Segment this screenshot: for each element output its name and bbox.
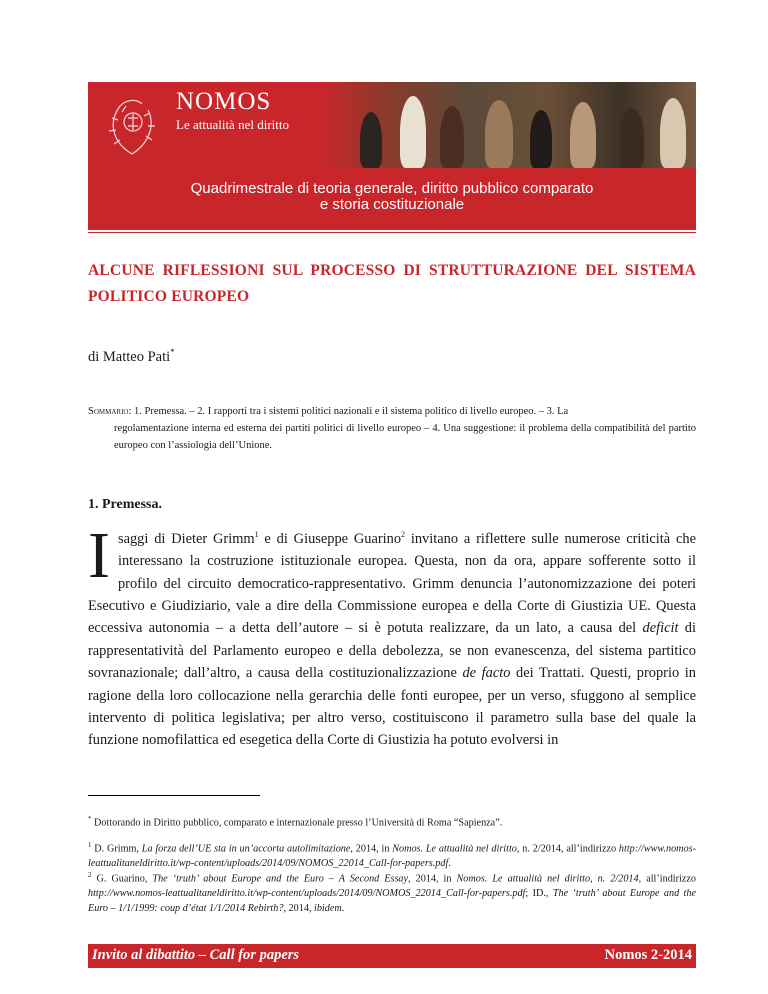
footnote-text: , all’indirizzo bbox=[638, 873, 696, 885]
footnote-1 bbox=[88, 838, 696, 871]
footnote-separator bbox=[88, 795, 260, 796]
footnote-url-link[interactable]: http://www.nomos-leattualitaneldiritto.it/wp-content/uploads/2014/09/NOMOS_22014_Call-for-papers.pdf bbox=[88, 888, 526, 900]
page-footer bbox=[88, 944, 696, 968]
footnote-cited-title: The ‘truth’ about Europe and the Euro – 1/1/1999: coup d’état 1/1/2014 Rebirth? bbox=[88, 888, 696, 915]
summary-first-line: : 1. Premessa. – 2. I rapporti tra i sistemi politici nazionali e il sistema politico di livello europeo. – 3. La bbox=[128, 406, 569, 417]
article-title: ALCUNE RIFLESSIONI SUL PROCESSO DI STRUTTURAZIONE DEL SISTEMA POLITICO EUROPEO bbox=[88, 262, 696, 305]
footnote-2 bbox=[88, 868, 696, 916]
drop-cap: I bbox=[88, 519, 110, 592]
footnote-text: , n. 2/2014, all’indirizzo bbox=[516, 843, 619, 855]
footnote-cited-title: The ‘truth’ about Europe and the Euro – A Second Essay bbox=[152, 873, 409, 885]
footnote-ref-1[interactable]: 1 bbox=[254, 530, 259, 539]
footnote-text: ibidem bbox=[314, 903, 342, 915]
paragraph-text: di rappresentatività del Parlamento europeo e della debolezza, se non evanescenza, del sistema partitico sovranazionale; dall’altro, a causa della costituzionalizzazione bbox=[88, 620, 697, 682]
banner-painting bbox=[320, 82, 696, 168]
article-summary bbox=[88, 403, 696, 454]
summary-rest: regolamentazione interna ed esterna dei partiti politici di livello europeo – 4. Una suggestione: il problema della compatibilità del partito europeo con l’assiologia dell’Unione. bbox=[114, 423, 696, 451]
footnote-text: , 2014, bbox=[283, 903, 314, 915]
paragraph-text: dei Trattati. Questi, proprio in ragione della loro collocazione nella gerarchia delle fonti europee, per un verso, sfuggono al semplice intervento di politica legislativa; per altro verso, costituiscono il parametro sulla base del quale la funzione nomofilattica ed esegetica della Corte di Giustizia ha potuto evolversi in bbox=[88, 665, 696, 749]
author-footnote-mark: * bbox=[170, 347, 175, 357]
journal-logo-subtitle: Le attualità nel diritto bbox=[176, 117, 289, 132]
paragraph-text: invitano a riflettere sulle numerose criticità che interessano la costruzione istituzionale europea. Questa, non da ora, appare sofferente sotto il profilo del circuito democratico-rappresentativo. Grimm denuncia l’autonomizzazione dei poteri Esecutivo e Giudiziario, vale a dire della Commissione europea e della Corte di Giustizia UE. Questa eccessiva autonomia – a detta dell’autore – si è potuta realizzare, da un lato, a causa del bbox=[88, 530, 697, 637]
banner-rule bbox=[88, 232, 696, 233]
journal-tagline-line2: e storia costituzionale bbox=[319, 196, 465, 213]
paragraph-text: saggi di Dieter Grimm bbox=[117, 530, 255, 547]
footnote-text: D. Grimm, bbox=[91, 843, 142, 855]
footnote-text: , 2014, in bbox=[408, 873, 457, 885]
journal-logo-title: NOMOS bbox=[176, 88, 272, 115]
footnote-mark: * bbox=[88, 815, 92, 823]
footnote-text: G. Guarino, bbox=[91, 873, 153, 885]
footnote-text: Dottorando in Diritto pubblico, comparato e internazionale presso l’Università di Roma “Sapienza”. bbox=[91, 817, 503, 829]
nomos-emblem-icon bbox=[102, 92, 164, 162]
footnote-cited-title: La forza dell’UE sta in un’accorta autolimitazione bbox=[141, 843, 351, 855]
footnote-text: ; ID., bbox=[525, 888, 553, 900]
section-paragraph bbox=[88, 519, 697, 752]
author-name: di Matteo Pati bbox=[88, 348, 171, 365]
footnote-journal: Nomos. Le attualità nel diritto bbox=[392, 843, 517, 855]
footnote-journal: Nomos. Le attualità nel diritto, n. 2/2014 bbox=[456, 873, 639, 885]
footnote-mark: 2 bbox=[88, 871, 92, 879]
paragraph-emphasis: deficit bbox=[642, 620, 679, 637]
footnote-text: . bbox=[341, 903, 345, 915]
journal-tagline-line1: Quadrimestrale di teoria generale, diritto pubblico comparato bbox=[190, 180, 594, 197]
footnote-mark: 1 bbox=[88, 841, 92, 849]
footer-issue-label: Nomos 2-2014 bbox=[604, 947, 692, 963]
footnote-author bbox=[88, 812, 696, 830]
footnote-text: . bbox=[448, 858, 451, 870]
summary-label: Sommario bbox=[88, 406, 129, 417]
footnote-url-link[interactable]: http://www.nomos-leattualitaneldiritto.it/wp-content/uploads/2014/09/NOMOS_22014_Call-for-papers.pdf bbox=[88, 843, 696, 870]
section-heading: 1. Premessa. bbox=[88, 497, 162, 512]
footnote-text: , 2014, in bbox=[350, 843, 393, 855]
journal-banner bbox=[88, 82, 696, 230]
article-author bbox=[88, 347, 175, 366]
paragraph-text: e di Giuseppe Guarino bbox=[258, 530, 402, 547]
footer-section-label: Invito al dibattito – Call for papers bbox=[92, 947, 300, 963]
footnote-ref-2[interactable]: 2 bbox=[401, 530, 406, 539]
paragraph-emphasis: de facto bbox=[462, 665, 511, 682]
